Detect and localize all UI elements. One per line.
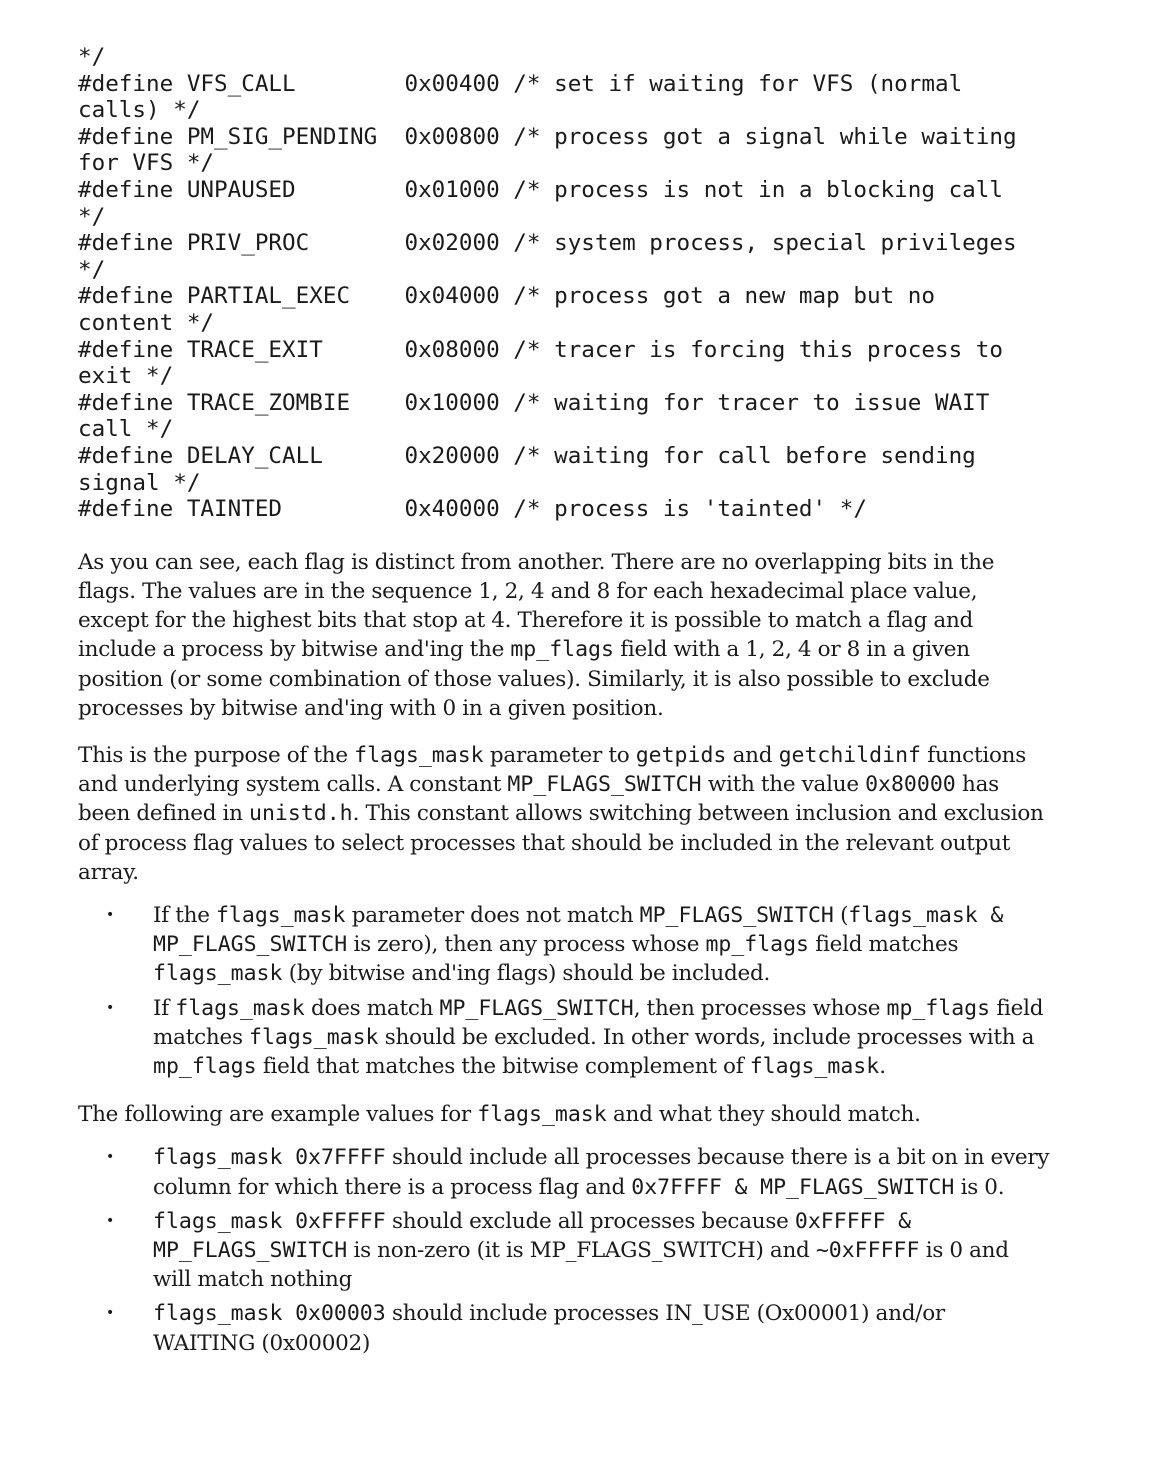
code-line: #define TAINTED 0x40000 /* process is 'tainted' */ bbox=[78, 496, 867, 523]
code-line: #define UNPAUSED 0x01000 /* process is not in a blocking call bbox=[78, 176, 1003, 203]
code-block bbox=[78, 44, 1053, 523]
paragraph-flag-bits: As you can see, each flag is distinct from another. There are no overlapping bits in the flags. The values are in the sequence 1, 2, 4 and 8 for each hexadecimal place value, except for the highest bits that stop at 4. Therefore it is possible to match a flag and include a process by bitwise and'ing the mp_flags field with a 1, 2, 4 or 8 in a given position (or some combination of those values). Similarly, it is also possible to exclude processes by bitwise and'ing with 0 in a given position. bbox=[78, 549, 995, 721]
code-line: for VFS */ bbox=[78, 150, 215, 177]
list-item: • flags_mask 0x00003 should include processes IN_USE (Ox00001) and/or WAITING (0x00002) bbox=[153, 1299, 1053, 1357]
code-line: */ bbox=[78, 44, 106, 70]
code-line: #define VFS_CALL 0x00400 /* set if waiting for VFS (normal bbox=[78, 70, 963, 97]
code-line: #define DELAY_CALL 0x20000 /* waiting for call before sending bbox=[78, 442, 976, 469]
code-line: call */ bbox=[78, 416, 174, 443]
paragraph-example-values: The following are example values for flags_mask and what they should match. bbox=[78, 1102, 921, 1128]
code-line: exit */ bbox=[78, 363, 174, 390]
list-item: • If the flags_mask parameter does not match MP_FLAGS_SWITCH (flags_mask & MP_FLAGS_SWITCH is zero), then any process whose mp_flags field matches flags_mask (by bitwise and'ing flags) should be included. bbox=[153, 901, 1053, 989]
paragraph-flags-mask-purpose: This is the purpose of the flags_mask parameter to getpids and getchildinf functions and underlying system calls. A constant MP_FLAGS_SWITCH with the value 0x80000 has been defined in unistd.h. This constant allows switching between inclusion and exclusion of process flag values to select processes that should be included in the relevant output array. bbox=[78, 742, 1044, 885]
list-item: • If flags_mask does match MP_FLAGS_SWITCH, then processes whose mp_flags field matches flags_mask should be excluded. In other words, include processes with a mp_flags field that matches the bitwise complement of flags_mask. bbox=[153, 994, 1053, 1082]
document-page bbox=[78, 44, 1053, 1363]
example-values-list bbox=[78, 1143, 1053, 1357]
code-line: calls) */ bbox=[78, 97, 201, 124]
code-line: */ bbox=[78, 256, 106, 283]
code-line: #define PRIV_PROC 0x02000 /* system process, special privileges bbox=[78, 230, 1017, 257]
code-line: content */ bbox=[78, 309, 215, 336]
code-line: #define PM_SIG_PENDING 0x00800 /* process got a signal while waiting bbox=[78, 123, 1017, 150]
code-line: #define PARTIAL_EXEC 0x04000 /* process got a new map but no bbox=[78, 283, 935, 310]
code-line: signal */ bbox=[78, 469, 201, 496]
code-line: #define TRACE_EXIT 0x08000 /* tracer is forcing this process to bbox=[78, 336, 1003, 363]
list-item: • flags_mask 0x7FFFF should include all processes because there is a bit on in every column for which there is a process flag and 0x7FFFF & MP_FLAGS_SWITCH is 0. bbox=[153, 1143, 1053, 1201]
code-line: #define TRACE_ZOMBIE 0x10000 /* waiting for tracer to issue WAIT bbox=[78, 389, 990, 416]
switch-rules-list bbox=[78, 901, 1053, 1081]
list-item: • flags_mask 0xFFFFF should exclude all processes because 0xFFFFF & MP_FLAGS_SWITCH is non-zero (it is MP_FLAGS_SWITCH) and ~0xFFFFF is 0 and will match nothing bbox=[153, 1207, 1053, 1295]
code-line: */ bbox=[78, 203, 106, 230]
